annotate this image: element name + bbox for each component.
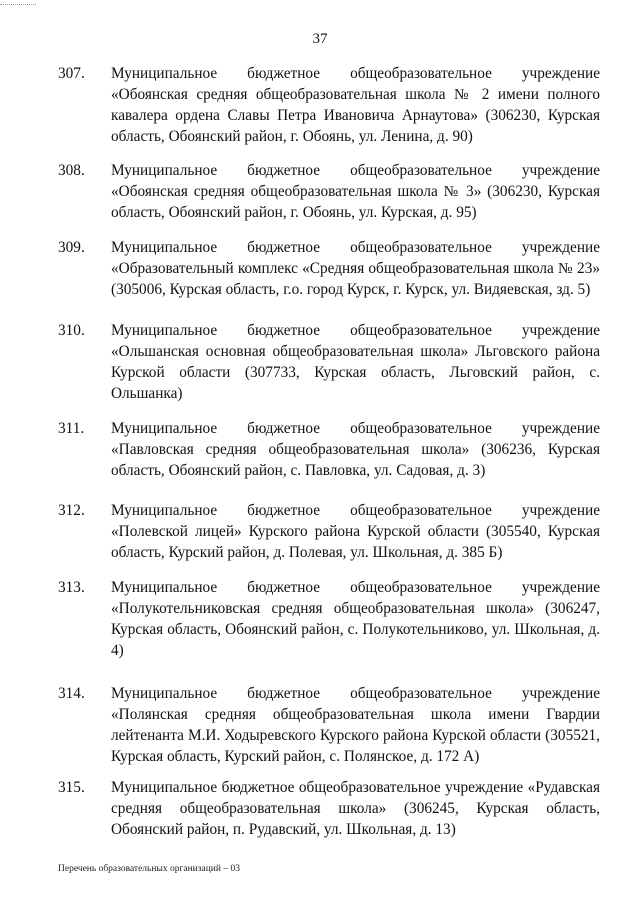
- entry-number: 315.: [58, 779, 85, 796]
- page-number: 37: [312, 31, 328, 47]
- entry-text: Муниципальное бюджетное общеобразовательное учреждение «Полевской лицей» Курского района Курской области (305540, Курская область, Курский район, д. Полевая, ул. Школьная, д. 385 Б): [111, 502, 600, 561]
- list-item: [58, 777, 600, 840]
- list-item: [58, 418, 600, 481]
- entry-text: Муниципальное бюджетное общеобразовательное учреждение «Обоянская средняя общеобразовательная школа № 2 имени полного кавалера ордена Славы Петра Ивановича Арнаутова» (306230, Курская область, Обоянский район, г. Обоянь, ул. Ленина, д. 90): [111, 65, 600, 145]
- list-item: [58, 577, 600, 661]
- entry-number: 310.: [58, 322, 85, 339]
- entry-text: Муниципальное бюджетное общеобразовательное учреждение «Полукотельниковская средняя общеобразовательная школа» (306247, Курская область, Обоянский район, с. Полукотельниково, ул. Школьная, д. 4): [111, 579, 600, 659]
- list-item: [58, 160, 600, 223]
- list-item: [58, 63, 600, 147]
- document-footer: Перечень образовательных организаций – 03: [58, 864, 240, 874]
- entry-text: Муниципальное бюджетное общеобразовательное учреждение «Обоянская средняя общеобразовательная школа № 3» (306230, Курская область, Обоянский район, г. Обоянь, ул. Курская, д. 95): [111, 162, 600, 221]
- scan-corner-mark: [0, 4, 36, 5]
- entry-number: 312.: [58, 502, 85, 519]
- entry-number: 309.: [58, 239, 85, 256]
- entry-text: Муниципальное бюджетное общеобразовательное учреждение «Ольшанская основная общеобразовательная школа» Льговского района Курской области (307733, Курская область, Льговский район, с. Ольшанка): [111, 322, 600, 402]
- entry-text: Муниципальное бюджетное общеобразовательное учреждение «Образовательный комплекс «Средняя общеобразовательная школа № 23» (305006, Курская область, г.о. город Курск, г. Курск, ул. Видяевская, зд. 5): [111, 239, 600, 298]
- entry-number: 307.: [58, 65, 85, 82]
- entry-number: 311.: [58, 420, 85, 437]
- list-item: [58, 237, 600, 300]
- entry-text: Муниципальное бюджетное общеобразовательное учреждение «Рудавская средняя общеобразовательная школа» (306245, Курская область, Обоянский район, п. Рудавский, ул. Школьная, д. 13): [111, 779, 600, 838]
- list-item: [58, 683, 600, 767]
- entry-text: Муниципальное бюджетное общеобразовательное учреждение «Полянская средняя общеобразовательная школа имени Гвардии лейтенанта М.И. Ходыревского Курского района Курской области (305521, Курская область, Курский район, с. Полянское, д. 172 А): [111, 685, 600, 765]
- entry-text: Муниципальное бюджетное общеобразовательное учреждение «Павловская средняя общеобразовательная школа» (306236, Курская область, Обоянский район, с. Павловка, ул. Садовая, д. 3): [111, 420, 600, 479]
- entry-number: 314.: [58, 685, 85, 702]
- list-item: [58, 320, 600, 404]
- entry-number: 308.: [58, 162, 85, 179]
- entry-number: 313.: [58, 579, 85, 596]
- list-item: [58, 500, 600, 563]
